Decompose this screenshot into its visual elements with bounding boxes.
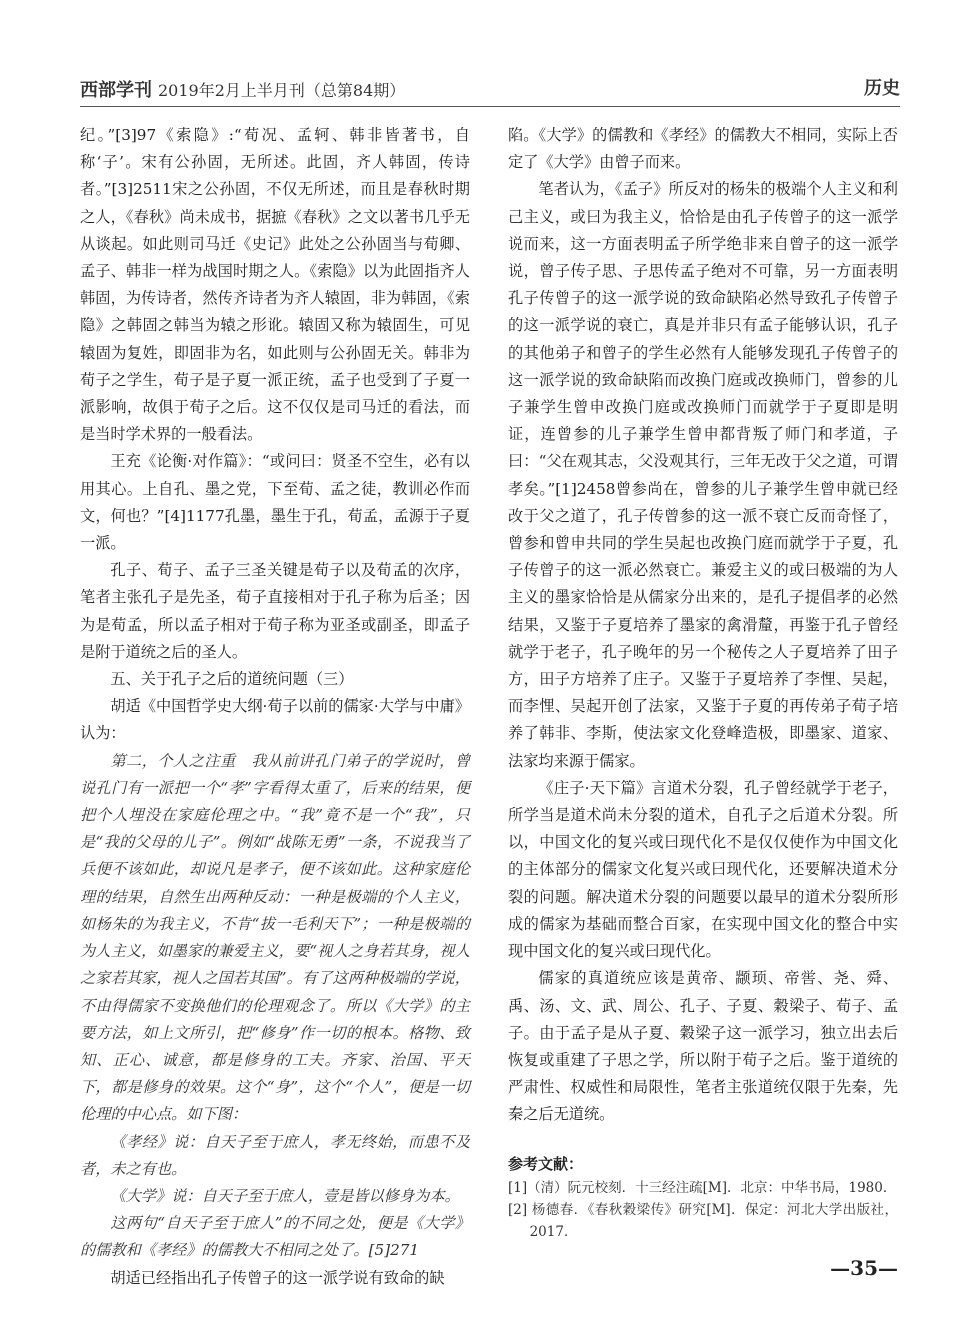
paragraph: 胡适已经指出孔子传曾子的这一派学说有致命的缺 <box>110 1268 445 1287</box>
issue-info: 2019年2月上半月刊（总第84期） <box>158 81 406 100</box>
left-column <box>80 122 470 1292</box>
paragraph: 笔者认为，《孟子》所反对的杨朱的极端个人主义和利己主义，或曰为我主义，恰恰是由孔子传曾子的这一派学说而来，这一方面表明孟子所学绝非来自曾子的这一派学说，曾子传子思、子思传孟子绝对不可靠，另一方面表明孔子传曾子的这一派学说的致命缺陷必然导致孔子传曾子的这一派学说的衰亡，真是并非只有孟子能够认识，孔子的其他弟子和曾子的学生必然有人能够发现孔子传曾子的这一派学说的致命缺陷而改换门庭或改换师门，曾参的儿子兼学生曾申改换门庭或改换师门而就学于子夏即是明证，连曾参的儿子兼学生曾申都背叛了师门和孝道，子曰：“父在观其志，父没观其行，三年无改于父之道，可谓孝矣。”[1]2458曾参尚在，曾参的儿子兼学生曾申就已经改于父之道了，孔子传曾参的这一派不衰亡反而奇怪了，曾参和曾申共同的学生吴起也改换门庭而就学于子夏，孔子传曾子的这一派必然衰亡。兼爱主义的或曰极端的为人主义的墨家恰恰是从儒家分出来的，是孔子提倡孝的必然结果，又鉴于子夏培养了墨家的禽滑釐，再鉴于孔子曾经就学于老子，孔子晚年的另一个秘传之人子夏培养了田子方，田子方培养了庄子。又鉴于子夏培养了李悝、吴起，而李悝、吴起开创了法家，又鉴于子夏的再传弟子荀子培养了韩非、李斯，使法家文化登峰造极，即墨家、道家、法家均来源于儒家。 <box>508 180 898 770</box>
quote-paragraph: 《孝经》说：自天子至于庶人，孝无终始，而患不及者，未之有也。 <box>80 1132 470 1178</box>
paragraph: 陷。《大学》的儒教和《孝经》的儒教大不相同，实际上否定了《大学》由曾子而来。 <box>508 126 898 172</box>
paragraph: 孔子、荀子、孟子三圣关键是荀子以及荀孟的次序，笔者主张孔子是先圣，荀子直接相对于孔子称为后圣；因为是荀孟，所以孟子相对于荀子称为亚圣或副圣，即孟子是附于道统之后的圣人。 <box>80 561 470 661</box>
quote-paragraph: 《大学》说：自天子至于庶人，壹是皆以修身为本。 <box>110 1186 460 1205</box>
quote-paragraph: 第二，个人之注重 我从前讲孔门弟子的学说时，曾说孔门有一派把一个“孝”字看得太重了，后来的结果，便把个人埋没在家庭伦理之中。“我”竟不是一个“我”，只是“我的父母的儿子”。例如“战陈无勇”一条，不说我当了兵便不该如此，却说凡是孝子，便不该如此。这种家庭伦理的结果，自然生出两种反动：一种是极端的个人主义，如杨朱的为我主义，不肯“拔一毛利天下”；一种是极端的为人主义，如墨家的兼爱主义，要“视人之身若其身，视人之家若其家，视人之国若其国”。有了这两种极端的学说，不由得儒家不变换他们的伦理观念了。所以《大学》的主要方法，如上文所引，把“修身”作一切的根本。格物、致知、正心、诚意，都是修身的工夫。齐家、治国、平天下，都是修身的效果。这个“身”，这个“个人”，便是一切伦理的中心点。如下图： <box>80 751 470 1124</box>
references <box>508 1151 898 1243</box>
paragraph: 王充《论衡·对作篇》：“或问曰：贤圣不空生，必有以用其心。上自孔、墨之党，下至荀、孟之徒，教训必作而文，何也？”[4]1177孔墨，墨生于孔，荀孟，孟源于子夏一派。 <box>80 452 470 553</box>
references-title: 参考文献： <box>508 1154 584 1173</box>
page-number: —35— <box>830 1256 898 1280</box>
journal-name: 西部学刊 <box>80 80 152 101</box>
journal-info <box>80 76 405 102</box>
page-header <box>80 68 900 104</box>
header-rule <box>80 106 900 107</box>
paragraph: 《庄子·天下篇》言道术分裂，孔子曾经就学于老子，所学当是道术尚未分裂的道术，自孔子之后道术分裂。所以，中国文化的复兴或曰现代化不是仅仅使作为中国文化的主体部分的儒家文化复兴或曰现代化，还要解决道术分裂的问题。解决道术分裂的问题要以最早的道术分裂所形成的儒家为基础而整合百家，在实现中国文化的整合中实现中国文化的复兴或曰现代化。 <box>508 778 898 961</box>
reference-item: [2] 杨德春．《春秋穀梁传》研究[M]．保定：河北大学出版社，2017． <box>508 1201 898 1240</box>
quote-paragraph: 这两句“自天子至于庶人”的不同之处，便是《大学》的儒教和《孝经》的儒教大不相同之处了。[5]271 <box>80 1214 470 1260</box>
reference-item: [1]（清）阮元校刻．十三经注疏[M]．北京：中华书局，1980． <box>508 1179 897 1196</box>
section-subheading: 五、关于孔子之后的道统问题（三） <box>110 670 354 689</box>
paragraph: 儒家的真道统应该是黄帝、颛顼、帝喾、尧、舜、禹、汤、文、武、周公、孔子、子夏、穀梁子、荀子、孟子。由于孟子是从子夏、穀梁子这一派学习，独立出去后恢复或重建了子思之学，所以附于荀子之后。鉴于道统的严肃性、权威性和局限性，笔者主张道统仅限于先秦，先秦之后无道统。 <box>508 969 898 1124</box>
paragraph: 胡适《中国哲学史大纲·荀子以前的儒家·大学与中庸》认为： <box>80 697 470 743</box>
right-column <box>508 122 898 1243</box>
section-title: 历史 <box>864 78 900 99</box>
paragraph: 纪。”[3]97《索隐》:“荀况、孟轲、韩非皆著书，自称‘子’。宋有公孙固，无所述。此固，齐人韩固，传诗者。”[3]2511宋之公孙固，不仅无所述，而且是春秋时期之人，《春秋》尚未成书，据摭《春秋》之文以著书几乎无从谈起。如此则司马迁《史记》此处之公孙固当与荀卿、孟子、韩非一样为战国时期之人。《索隐》以为此固指齐人韩固，为传诗者，然传齐诗者为齐人辕固，非为韩固，《索隐》之韩固之韩当为辕之形讹。辕固又称为辕固生，可见辕固为复姓，即固非为名，如此则与公孙固无关。韩非为荀子之学生，荀子是子夏一派正统，孟子也受到了子夏一派影响，故俱于荀子之后。这不仅仅是司马迁的看法，而是当时学术界的一般看法。 <box>80 126 470 444</box>
